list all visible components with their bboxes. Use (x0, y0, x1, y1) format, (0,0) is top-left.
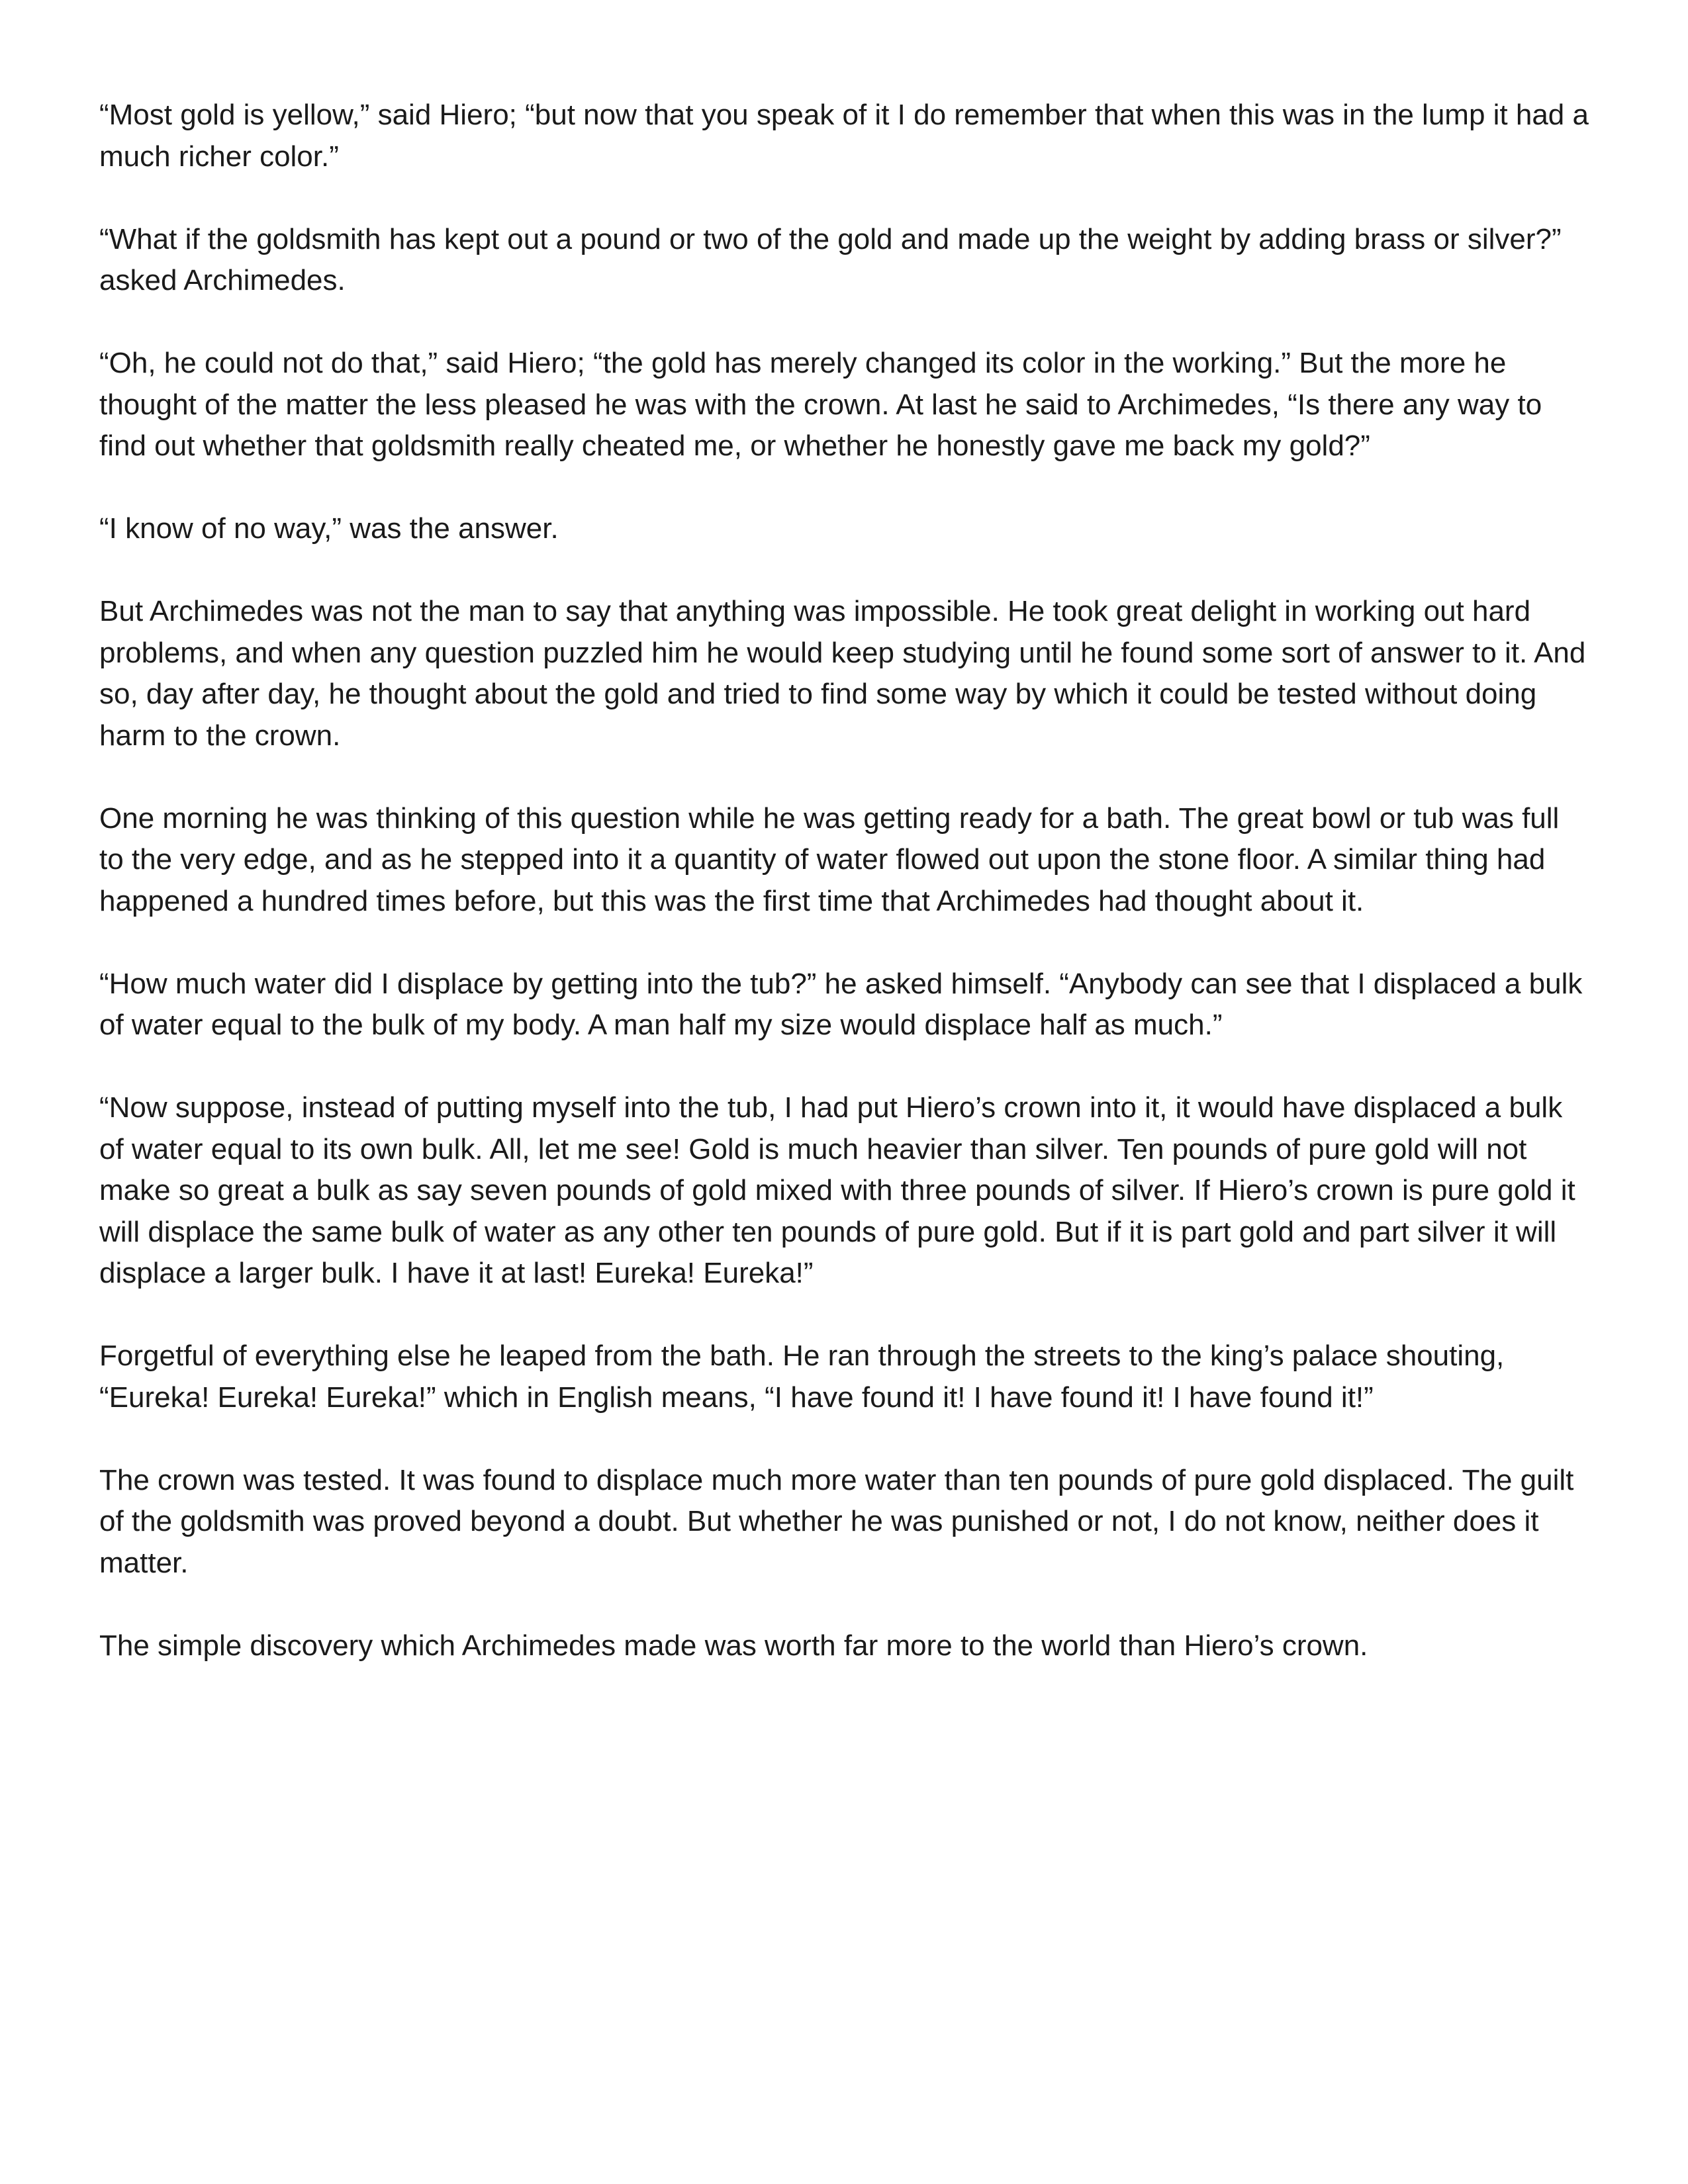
paragraph: The crown was tested. It was found to displace much more water than ten pounds of pure gold displaced. The guilt of the goldsmith was proved beyond a doubt. But whether he was punished or not, I do not know, neither does it matter. (99, 1463, 1574, 1579)
paragraph: “What if the goldsmith has kept out a pound or two of the gold and made up the weight by adding brass or silver?” asked Archimedes. (99, 222, 1562, 296)
paragraph: “Most gold is yellow,” said Hiero; “but now that you speak of it I do remember that when this was in the lump it had a much richer color.” (99, 99, 1589, 173)
paragraph: “How much water did I displace by getting into the tub?” he asked himself. “Anybody can see that I displaced a bulk of water equal to the bulk of my body. A man half my size would displace half as much.” (99, 967, 1583, 1041)
document-page (99, 95, 1589, 1708)
paragraph: Forgetful of everything else he leaped from the bath. He ran through the streets to the king’s palace shouting, “Eureka! Eureka! Eureka!” which in English means, “I have found it! I have found it! I have found it!” (99, 1340, 1505, 1414)
paragraph: One morning he was thinking of this question while he was getting ready for a bath. The great bowl or tub was full to the very edge, and as he stepped into it a quantity of water flowed out upon the stone floor. A similar thing had happened a hundred times before, but this was the first time that Archimedes had thought about it. (99, 801, 1560, 917)
paragraph: “I know of no way,” was the answer. (99, 512, 559, 545)
paragraph: “Oh, he could not do that,” said Hiero; “the gold has merely changed its color in the working.” But the more he thought of the matter the less pleased he was with the crown. At last he said to Archimedes, “Is there any way to find out whether that goldsmith really cheated me, or whether he honestly gave me back my gold?” (99, 347, 1542, 462)
paragraph: “Now suppose, instead of putting myself into the tub, I had put Hiero’s crown into it, it would have displaced a bulk of water equal to its own bulk. All, let me see! Gold is much heavier than silver. Ten pounds of pure gold will not make so great a bulk as say seven pounds of gold mixed with three pounds of silver. If Hiero’s crown is pure gold it will displace the same bulk of water as any other ten pounds of pure gold. But if it is part gold and part silver it will displace a larger bulk. I have it at last! Eureka! Eureka!” (99, 1091, 1575, 1289)
paragraph: But Archimedes was not the man to say that anything was impossible. He took great delight in working out hard problems, and when any question puzzled him he would keep studying until he found some sort of answer to it. And so, day after day, he thought about the gold and tried to find some way by which it could be tested without doing harm to the crown. (99, 595, 1586, 752)
paragraph: The simple discovery which Archimedes made was worth far more to the world than Hiero’s crown. (99, 1629, 1368, 1662)
